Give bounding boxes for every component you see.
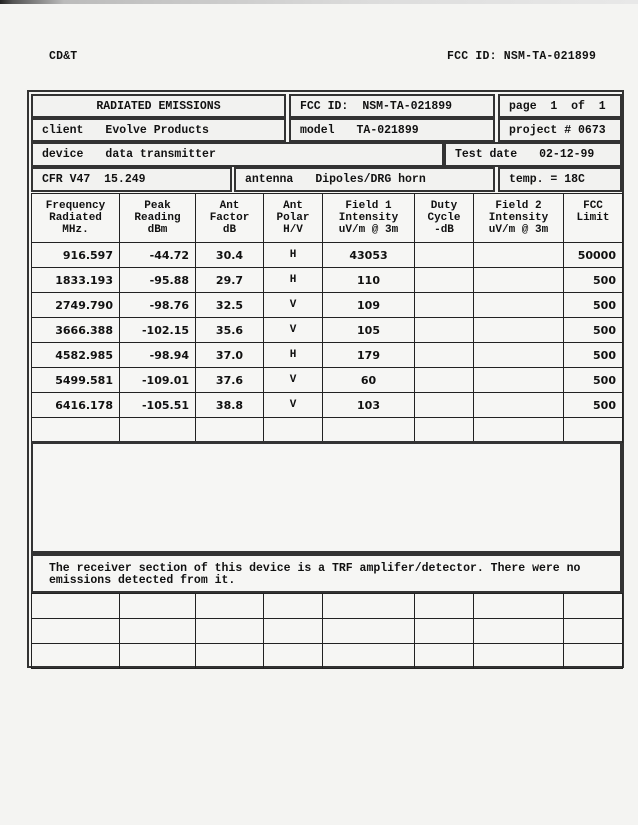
cell-field1: 60 bbox=[323, 368, 415, 393]
test-date-box bbox=[444, 142, 622, 167]
client-box bbox=[31, 118, 286, 142]
client-value: Evolve Products bbox=[105, 123, 209, 137]
col-header-peak-reading: Peak Reading dBm bbox=[120, 194, 196, 243]
cell-field2 bbox=[474, 343, 564, 368]
cell-limit: 500 bbox=[564, 318, 623, 343]
device-value: data transmitter bbox=[105, 148, 216, 161]
cell-peak: -95.88 bbox=[120, 268, 196, 293]
cell-polar: V bbox=[264, 318, 323, 343]
cell-peak: -98.76 bbox=[120, 293, 196, 318]
blank-row bbox=[32, 619, 623, 644]
cell-frequency: 5499.581 bbox=[32, 368, 120, 393]
cell-polar: H bbox=[264, 243, 323, 268]
cell-field2 bbox=[474, 243, 564, 268]
project-number: project # 0673 bbox=[509, 123, 606, 137]
test-date-label: Test date bbox=[455, 148, 518, 161]
cell-frequency: 916.597 bbox=[32, 243, 120, 268]
cell-field1: 179 bbox=[323, 343, 415, 368]
table-row bbox=[32, 293, 623, 318]
cell-ant-factor: 32.5 bbox=[196, 293, 264, 318]
cell-limit: 500 bbox=[564, 293, 623, 318]
cell-duty bbox=[415, 318, 474, 343]
page-box bbox=[498, 94, 622, 118]
form-title: RADIATED EMISSIONS bbox=[96, 99, 221, 113]
cell-polar: H bbox=[264, 343, 323, 368]
cell-field2 bbox=[474, 318, 564, 343]
cell-frequency: 2749.790 bbox=[32, 293, 120, 318]
cell-polar: V bbox=[264, 368, 323, 393]
cell-duty bbox=[415, 343, 474, 368]
col-header-frequency: Frequency Radiated MHz. bbox=[32, 194, 120, 243]
cell-duty bbox=[415, 243, 474, 268]
col-header-ant-factor: Ant Factor dB bbox=[196, 194, 264, 243]
cell-polar: V bbox=[264, 393, 323, 418]
col-header-field2: Field 2 Intensity uV/m @ 3m bbox=[474, 194, 564, 243]
temperature-box bbox=[498, 167, 622, 192]
blank-section bbox=[31, 441, 622, 553]
col-header-duty-cycle: Duty Cycle -dB bbox=[415, 194, 474, 243]
model-value: TA-021899 bbox=[356, 123, 419, 137]
cell-limit: 50000 bbox=[564, 243, 623, 268]
page-number: page 1 of 1 bbox=[509, 99, 606, 113]
blank-grid bbox=[31, 593, 623, 669]
cfr-box bbox=[31, 167, 232, 192]
col-header-fcc-limit: FCC Limit bbox=[564, 194, 623, 243]
cell-peak: -102.15 bbox=[120, 318, 196, 343]
blank-row bbox=[32, 594, 623, 619]
table-row bbox=[32, 268, 623, 293]
blank-row bbox=[32, 644, 623, 669]
cell-limit: 500 bbox=[564, 368, 623, 393]
project-box bbox=[498, 118, 622, 142]
cell-field1: 105 bbox=[323, 318, 415, 343]
cell-duty bbox=[415, 293, 474, 318]
cell-ant-factor: 30.4 bbox=[196, 243, 264, 268]
table-row bbox=[32, 368, 623, 393]
cell-field2 bbox=[474, 368, 564, 393]
model-label: model bbox=[300, 123, 335, 137]
table-row bbox=[32, 393, 623, 418]
cell-peak: -98.94 bbox=[120, 343, 196, 368]
cell-duty bbox=[415, 268, 474, 293]
col-header-field1: Field 1 Intensity uV/m @ 3m bbox=[323, 194, 415, 243]
temperature: temp. = 18C bbox=[509, 173, 585, 186]
client-label: client bbox=[42, 123, 84, 137]
cell-ant-factor: 38.8 bbox=[196, 393, 264, 418]
emissions-table bbox=[31, 193, 623, 443]
cell-frequency: 3666.388 bbox=[32, 318, 120, 343]
cell-limit: 500 bbox=[564, 393, 623, 418]
cell-ant-factor: 37.6 bbox=[196, 368, 264, 393]
cell-limit: 500 bbox=[564, 343, 623, 368]
receiver-note: The receiver section of this device is a TRF amplifer/detector. There were no emissions detected from it. bbox=[31, 553, 622, 593]
scan-edge bbox=[0, 0, 638, 4]
cell-ant-factor: 29.7 bbox=[196, 268, 264, 293]
fcc-id-label: FCC ID: bbox=[300, 99, 349, 113]
cell-duty bbox=[415, 393, 474, 418]
cell-field1: 109 bbox=[323, 293, 415, 318]
company-name: CD&T bbox=[49, 50, 78, 63]
test-date-value: 02-12-99 bbox=[539, 148, 595, 161]
col-header-ant-polar: Ant Polar H/V bbox=[264, 194, 323, 243]
cell-frequency: 6416.178 bbox=[32, 393, 120, 418]
antenna-box bbox=[234, 167, 495, 192]
device-label: device bbox=[42, 148, 84, 161]
cell-field1: 43053 bbox=[323, 243, 415, 268]
table-row bbox=[32, 243, 623, 268]
cell-ant-factor: 37.0 bbox=[196, 343, 264, 368]
cell-frequency: 4582.985 bbox=[32, 343, 120, 368]
cell-polar: V bbox=[264, 293, 323, 318]
table-row bbox=[32, 343, 623, 368]
cell-field1: 110 bbox=[323, 268, 415, 293]
fcc-id-box bbox=[289, 94, 495, 118]
device-box bbox=[31, 142, 444, 167]
cell-field2 bbox=[474, 268, 564, 293]
antenna-value: Dipoles/DRG horn bbox=[315, 173, 426, 186]
cell-field1: 103 bbox=[323, 393, 415, 418]
cell-peak: -105.51 bbox=[120, 393, 196, 418]
cell-limit: 500 bbox=[564, 268, 623, 293]
antenna-label: antenna bbox=[245, 173, 294, 186]
cell-field2 bbox=[474, 393, 564, 418]
table-row bbox=[32, 318, 623, 343]
form-title-box bbox=[31, 94, 286, 118]
cfr-reference: CFR V47 15.249 bbox=[42, 173, 146, 186]
cell-field2 bbox=[474, 293, 564, 318]
cell-duty bbox=[415, 368, 474, 393]
cell-frequency: 1833.193 bbox=[32, 268, 120, 293]
cell-polar: H bbox=[264, 268, 323, 293]
cell-peak: -109.01 bbox=[120, 368, 196, 393]
cell-peak: -44.72 bbox=[120, 243, 196, 268]
header-fcc-id: FCC ID: NSM-TA-021899 bbox=[447, 50, 597, 63]
table-header-row bbox=[32, 194, 623, 243]
fcc-id-value: NSM-TA-021899 bbox=[362, 99, 453, 113]
model-box bbox=[289, 118, 495, 142]
table-row-empty bbox=[32, 418, 623, 443]
cell-ant-factor: 35.6 bbox=[196, 318, 264, 343]
